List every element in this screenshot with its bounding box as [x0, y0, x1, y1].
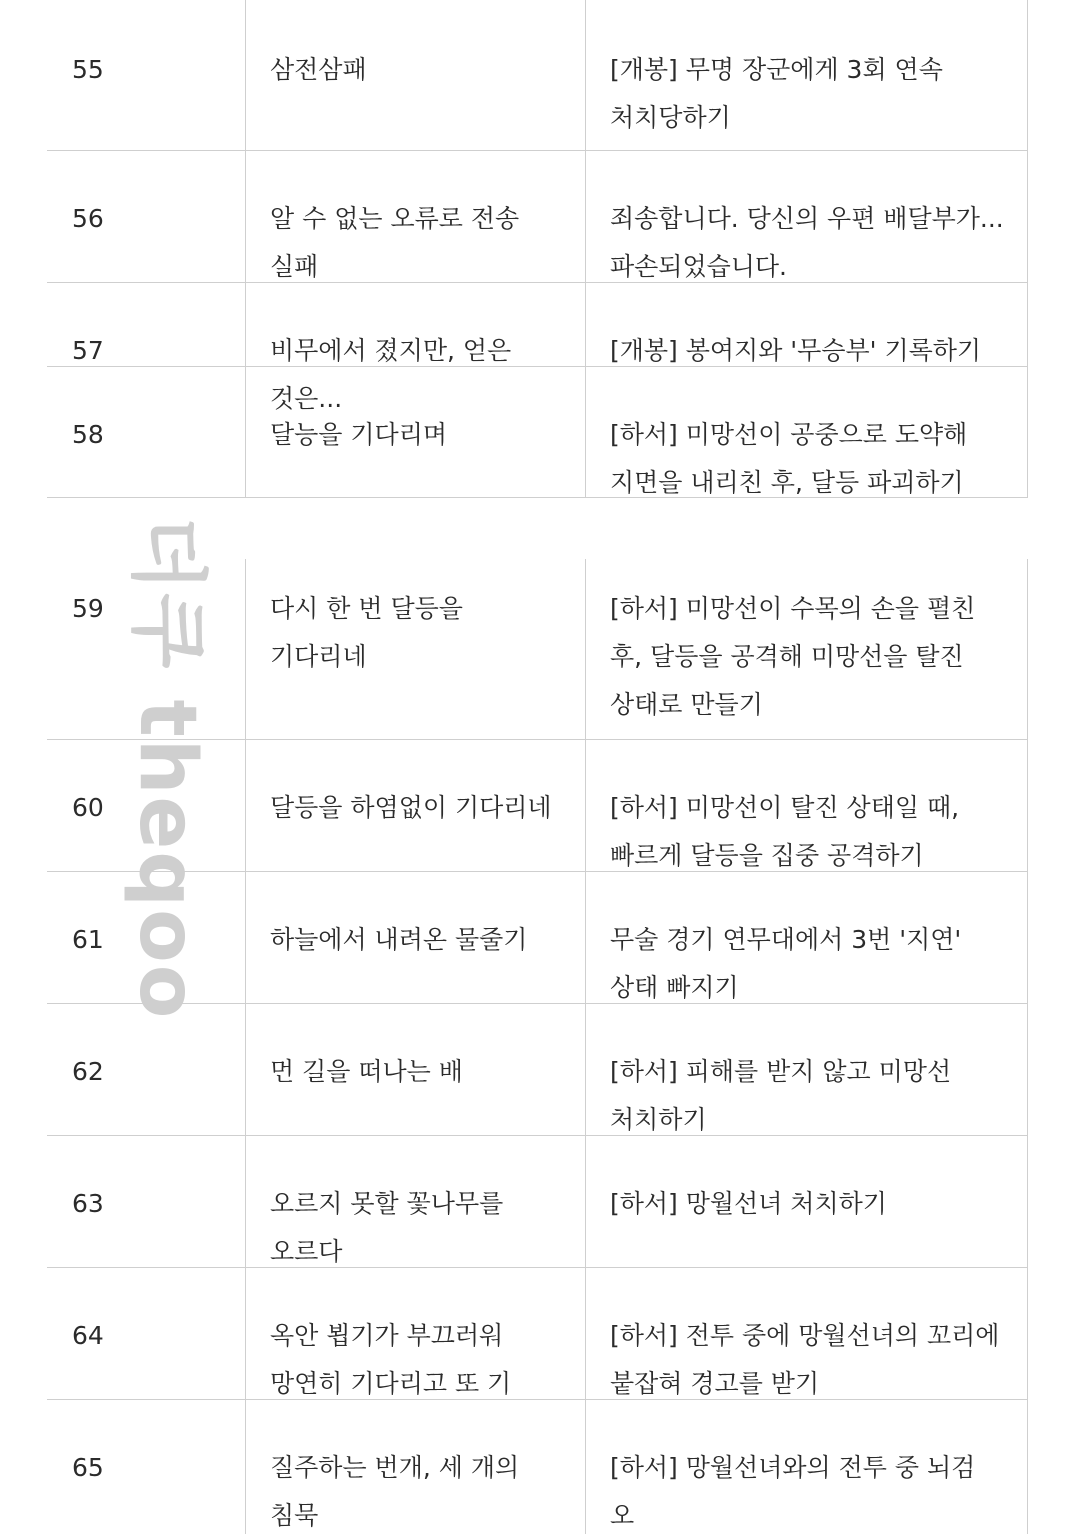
achievement-title: 먼 길을 떠나는 배	[245, 1004, 585, 1135]
achievement-condition: [개봉] 봉여지와 '무승부' 기록하기	[585, 283, 1028, 366]
row-number: 55	[72, 55, 104, 84]
achievement-table-top	[47, 0, 1028, 498]
table-row	[47, 282, 1028, 413]
achievement-title: 삼전삼패	[245, 0, 585, 150]
achievement-title: 옥안 뵙기가 부끄러워 망연히 기다리고 또 기	[245, 1268, 585, 1399]
achievement-title: 오르지 못할 꽃나무를 오르다	[245, 1136, 585, 1267]
row-number: 65	[72, 1453, 104, 1482]
table-row	[47, 1135, 1028, 1267]
row-number: 61	[72, 925, 104, 954]
table-row	[47, 739, 1028, 871]
achievement-condition: [하서] 미망선이 탈진 상태일 때, 빠르게 달등을 집중 공격하기	[585, 740, 1028, 871]
achievement-condition: 무술 경기 연무대에서 3번 '지연' 상태 빠지기	[585, 872, 1028, 1003]
row-number: 58	[72, 420, 104, 449]
achievement-title: 질주하는 번개, 세 개의 침묵	[245, 1400, 585, 1534]
achievement-table-bottom	[47, 559, 1028, 1534]
achievement-title: 비무에서 졌지만, 얻은 것은...	[245, 283, 585, 366]
table-row	[47, 1003, 1028, 1135]
table-row	[47, 1267, 1028, 1399]
achievement-condition: [하서] 망월선녀와의 전투 중 뇌검 오	[585, 1400, 1028, 1534]
achievement-condition: [하서] 미망선이 공중으로 도약해 지면을 내리친 후, 달등 파괴하기	[585, 367, 1028, 497]
table-row	[47, 871, 1028, 1003]
row-number: 63	[72, 1189, 104, 1218]
achievement-condition: [하서] 미망선이 수목의 손을 펼친 후, 달등을 공격해 미망선을 탈진 상태로 만들기	[585, 559, 1028, 739]
row-number: 62	[72, 1057, 104, 1086]
achievement-condition: 죄송합니다. 당신의 우편 배달부가... 파손되었습니다.	[585, 151, 1028, 282]
table-row	[47, 0, 1028, 150]
achievement-title: 다시 한 번 달등을 기다리네	[245, 559, 585, 739]
table-row	[47, 366, 1028, 497]
achievement-title: 달등을 하염없이 기다리네	[245, 740, 585, 871]
table-row	[47, 559, 1028, 739]
achievement-title: 하늘에서 내려온 물줄기	[245, 872, 585, 1003]
achievement-condition: [하서] 전투 중에 망월선녀의 꼬리에 붙잡혀 경고를 받기	[585, 1268, 1028, 1399]
row-number: 64	[72, 1321, 104, 1350]
row-number: 59	[72, 594, 104, 623]
achievement-condition: [개봉] 무명 장군에게 3회 연속 처치당하기	[585, 0, 1028, 150]
achievement-condition: [하서] 망월선녀 처치하기	[585, 1136, 1028, 1267]
achievement-title: 알 수 없는 오류로 전송 실패	[245, 151, 585, 282]
row-number: 60	[72, 793, 104, 822]
achievement-condition: [하서] 피해를 받지 않고 미망선 처치하기	[585, 1004, 1028, 1135]
table-row	[47, 150, 1028, 282]
row-number: 57	[72, 336, 104, 365]
achievement-title: 달능을 기다리며	[245, 367, 585, 497]
watermark-text: 더쿠 theqoo	[122, 515, 212, 1021]
row-number: 56	[72, 204, 104, 233]
table-row	[47, 1399, 1028, 1534]
